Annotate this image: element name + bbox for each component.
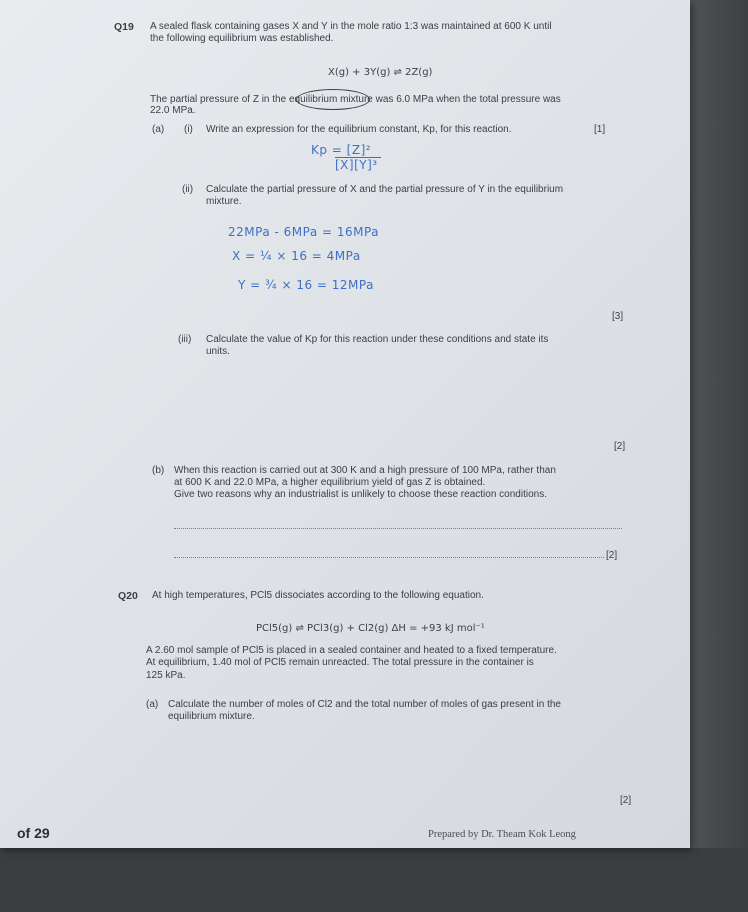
question-20-number: Q20 [118,590,138,602]
handwritten-kp-denominator: [X][Y]³ [335,158,378,172]
handwritten-kp-numerator: Kp = [Z]² [311,143,372,157]
question-19-number: Q19 [114,21,134,33]
q19-part-a-iii-label: (iii) [178,334,192,345]
q19-a-i-question: Write an expression for the equilibrium constant, Kp, for this reaction. [206,124,512,135]
q20-equation: PCl5(g) ⇌ PCl3(g) + Cl2(g) ΔH = +93 kJ mol⁻¹ [256,623,485,634]
q19-part-a-ii-label: (ii) [182,184,194,195]
q19-a-i-marks: [1] [594,124,606,135]
q20-para-line1: A 2.60 mol sample of PCl5 is placed in a sealed container and heated to a fixed temperature. [146,645,557,656]
q20-para-line3: 125 kPa. [146,670,186,681]
page-count: of 29 [17,825,50,841]
q19-b-marks: [2] [606,550,618,561]
desk-background [0,848,748,912]
q19-intro-line1: A sealed flask containing gases X and Y in the mole ratio 1:3 was maintained at 600 K until [150,21,552,32]
q19-part-a-i-label: (i) [184,124,193,135]
q19-a-iii-question-line1: Calculate the value of Kp for this reaction under these conditions and state its [206,334,549,345]
answer-line-1 [174,528,622,529]
handwritten-work-line3: Y = ¾ × 16 = 12MPa [238,278,374,292]
q20-para-line2: At equilibrium, 1.40 mol of PCl5 remain unreacted. The total pressure in the container is [146,657,534,668]
q19-b-text-line2: at 600 K and 22.0 MPa, a higher equilibrium yield of gas Z is obtained. [174,477,486,488]
page-shadow-edge [690,0,748,848]
prepared-by: Prepared by Dr. Theam Kok Leong [428,829,576,840]
q19-a-ii-question-line1: Calculate the partial pressure of X and the partial pressure of Y in the equilibrium [206,184,564,195]
q19-b-text-line1: When this reaction is carried out at 300 K and a high pressure of 100 MPa, rather than [174,465,556,476]
q19-a-ii-question-line2: mixture. [206,196,242,207]
q20-part-a-label: (a) [146,699,159,710]
q19-equation: X(g) + 3Y(g) ⇌ 2Z(g) [328,67,433,78]
handwritten-work-line2: X = ¼ × 16 = 4MPa [232,249,361,263]
pen-circle-annotation [296,89,370,110]
q19-pressure-line1: The partial pressure of Z in the equilibrium mixture was 6.0 MPa when the total pressure was [150,94,561,105]
answer-line-2 [174,557,604,558]
q20-a-text-line1: Calculate the number of moles of Cl2 and the total number of moles of gas present in the [168,699,561,710]
q20-a-text-line2: equilibrium mixture. [168,711,255,722]
q20-a-marks: [2] [620,795,632,806]
handwritten-work-line1: 22MPa - 6MPa = 16MPa [228,225,380,239]
q19-pressure-line2: 22.0 MPa. [150,105,196,116]
q19-a-iii-question-line2: units. [206,346,230,357]
q20-intro: At high temperatures, PCl5 dissociates according to the following equation. [152,590,484,601]
q19-a-ii-marks: [3] [612,311,624,322]
q19-intro-line2: the following equilibrium was established. [150,33,334,44]
q19-part-b-label: (b) [152,465,165,476]
q19-b-text-line3: Give two reasons why an industrialist is unlikely to choose these reaction conditions. [174,489,547,500]
q19-a-iii-marks: [2] [614,441,626,452]
q19-part-a-label: (a) [152,124,165,135]
